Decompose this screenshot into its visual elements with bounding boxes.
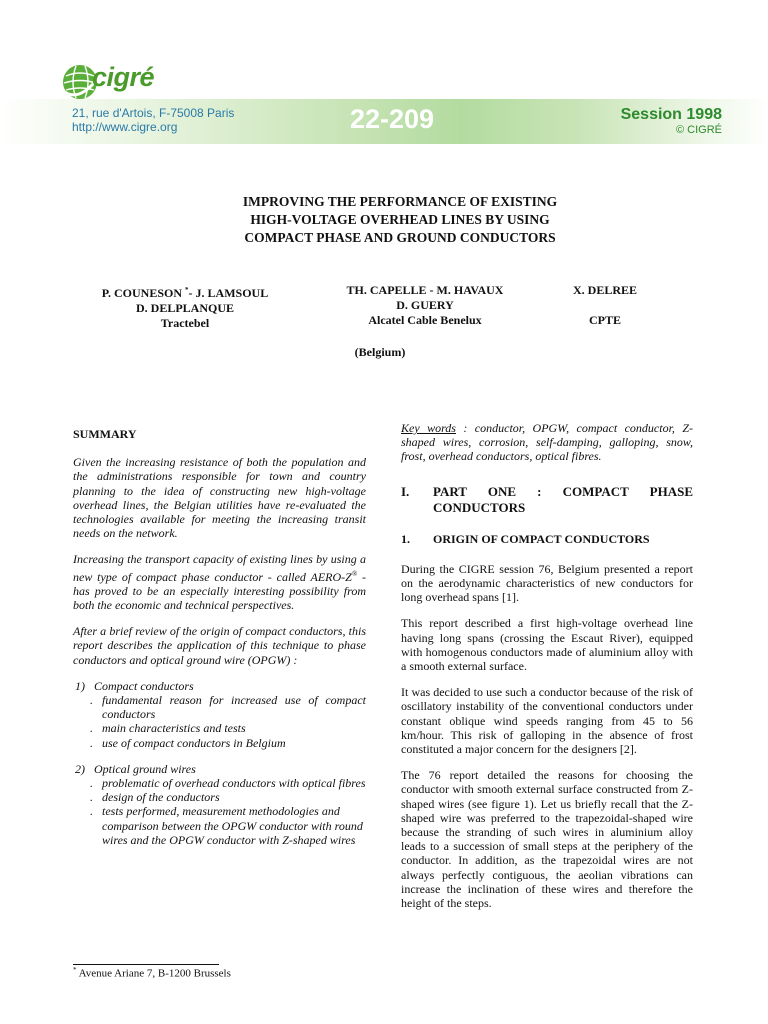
keywords-text: : conductor, OPGW, compact conductor, Z-shaped wires, corrosion, self-damping, galloping, snow, frost, overhead conductors, optical fibres. xyxy=(401,421,694,464)
bullet: . xyxy=(90,721,93,736)
copyright: © CIGRÉ xyxy=(676,124,722,136)
author-name: D. DELPLANQUE xyxy=(135,301,234,315)
bullet: . xyxy=(90,693,93,708)
list-heading: 1) Compact conductors xyxy=(75,678,194,693)
list-item xyxy=(90,693,366,721)
summary-paragraph xyxy=(73,552,366,612)
left-column xyxy=(73,427,366,847)
country: (Belgium) xyxy=(354,345,406,359)
summary-paragraph: Given the increasing resistance of both the population and the administrations responsible for town and country planning to the idea of constructing new high-voltage overhead lines, the Belgian utilities have re-evaluated the technologies available for meeting the increasing transit needs on the network. xyxy=(73,455,366,541)
title-line: IMPROVING THE PERFORMANCE OF EXISTING xyxy=(242,194,558,209)
list-item-text: tests performed, measurement methodologies and comparison between the OPGW conductor with round wires and the OPGW conductor with Z-shaped wires xyxy=(102,804,363,847)
author-name: P. COUNESON xyxy=(101,286,186,300)
title-line: HIGH-VOLTAGE OVERHEAD LINES BY USING xyxy=(250,212,550,227)
website-link[interactable]: http://www.cigre.org xyxy=(72,120,178,134)
affiliation: Alcatel Cable Benelux xyxy=(368,313,482,327)
author-group-cpte xyxy=(555,283,655,328)
session-label: Session 1998 xyxy=(620,106,722,123)
body-paragraph: It was decided to use such a conductor because of the risk of oscillatory instability of the conventional conductors under constant oblique wind speeds ranging from 45 to 56 km/hour. This risk of galloping in the absence of frost constituted a major concern for the designers [2]. xyxy=(401,685,693,757)
right-column xyxy=(401,421,693,910)
summary-heading: SUMMARY xyxy=(73,427,137,441)
footnote-divider xyxy=(73,964,219,965)
title-line: COMPACT PHASE AND GROUND CONDUCTORS xyxy=(244,230,556,245)
bullet: . xyxy=(90,804,93,819)
list-item-text: main characteristics and tests xyxy=(102,721,246,736)
list-item xyxy=(90,790,366,804)
part-number: I. xyxy=(401,483,410,499)
list-item xyxy=(90,736,366,750)
footnote-marker: * xyxy=(185,286,189,294)
list-item-text: use of compact conductors in Belgium xyxy=(102,735,286,750)
registered-mark: ® xyxy=(351,569,358,578)
bullet: . xyxy=(90,776,93,791)
bullet: . xyxy=(90,735,93,750)
summary-text: Increasing the transport capacity of existing lines by using a new type of compact phase conductor - called AERO-Z xyxy=(73,552,366,584)
paper-title xyxy=(150,193,650,247)
summary-text: - has proved to be an especially interesting possibility from both the economic and technical perspectives. xyxy=(73,569,366,613)
list-item xyxy=(90,776,366,790)
author-name: D. GUERY xyxy=(396,298,454,312)
affiliation: Tractebel xyxy=(160,316,210,330)
footnote-text: Avenue Ariane 7, B-1200 Brussels xyxy=(76,967,231,980)
body-paragraph: The 76 report detailed the reasons for choosing the conductor with smooth external surface constructed from Z-shaped wires (see figure 1). Let us briefly recall that the Z-shaped wire was preferred to the trapezoidal-shaped wire because the stranding of such wires in aluminium alloy leads to a succession of small steps at the periphery of the conductor. In addition, as the trapezoidal wires are not always perfectly contiguous, the aeolian vibrations can increase the inclination of these wires and therefore the height of the steps. xyxy=(401,768,693,911)
list-item xyxy=(90,804,366,847)
author-name: TH. CAPELLE - M. HAVAUX xyxy=(346,283,504,297)
logo-text: cigré xyxy=(92,62,155,92)
address-line: 21, rue d'Artois, F-75008 Paris xyxy=(72,106,235,120)
document-number: 22-209 xyxy=(350,104,435,134)
affiliation: CPTE xyxy=(588,313,621,327)
body-paragraph: During the CIGRE session 76, Belgium presented a report on the aerodynamic characteristics of new conductors for long overhead spans [1]. xyxy=(401,561,693,605)
author-group-tractebel xyxy=(80,283,290,331)
section-number: 1. xyxy=(401,531,410,546)
part-title: PART ONE : COMPACT PHASE CONDUCTORS xyxy=(433,483,693,515)
keywords-label: Key words xyxy=(401,421,456,435)
list-item-text: problematic of overhead conductors with optical fibres xyxy=(102,776,366,791)
list-item-text: design of the conductors xyxy=(102,790,220,805)
footnote xyxy=(73,966,231,980)
section-title: ORIGIN OF COMPACT CONDUCTORS xyxy=(433,531,650,546)
keywords xyxy=(401,421,693,464)
list-item xyxy=(90,721,366,735)
section-heading xyxy=(401,532,693,546)
bullet: . xyxy=(90,790,93,805)
author-group-alcatel xyxy=(325,283,525,328)
summary-paragraph: After a brief review of the origin of compact conductors, this report describes the application of this technique to phase conductors and optical ground wire (OPGW) : xyxy=(73,624,366,667)
body-paragraph: This report described a first high-voltage overhead line having long spans (crossing the Escaut River), equipped with homogenous conductors made of aluminium alloy with a smooth external surface. xyxy=(401,616,693,674)
footnote-marker: * xyxy=(73,966,77,974)
list-item-text: fundamental reason for increased use of compact conductors xyxy=(102,693,366,722)
author-name: - J. LAMSOUL xyxy=(188,286,269,300)
list-heading: 2) Optical ground wires xyxy=(75,761,196,776)
author-name: X. DELREE xyxy=(572,283,637,297)
part-heading xyxy=(401,484,693,516)
